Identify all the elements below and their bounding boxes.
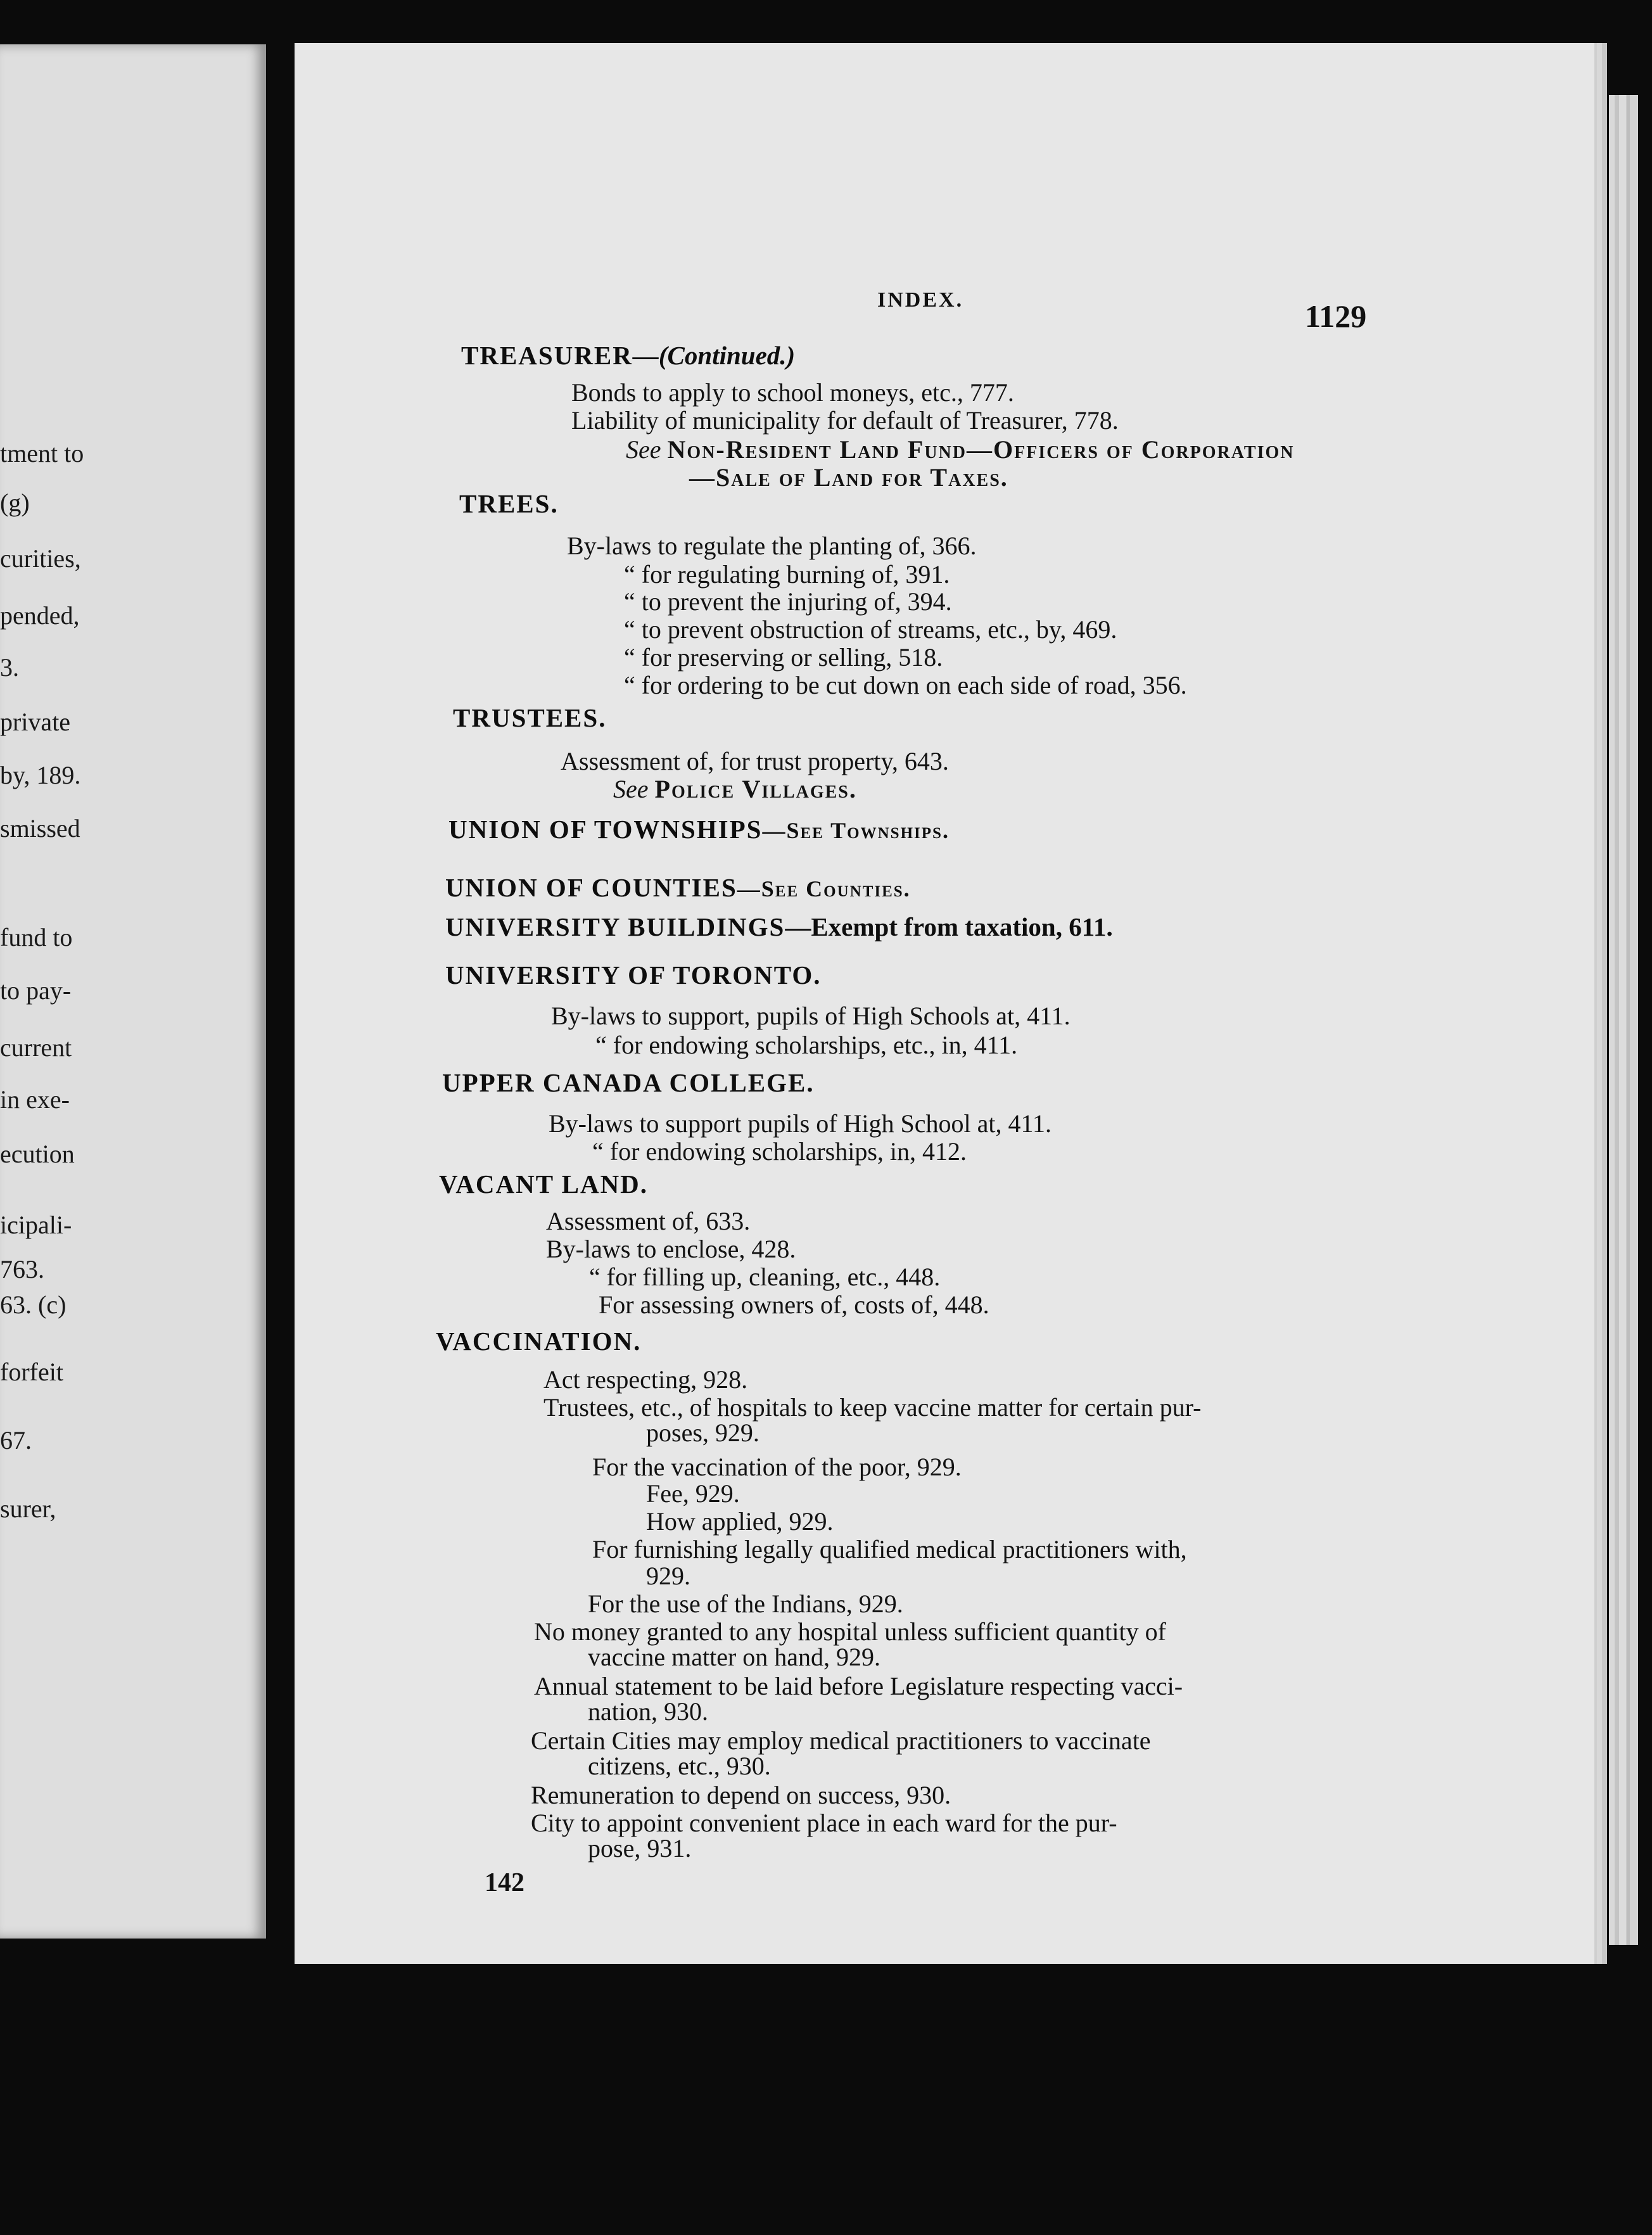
- index-entry: By-laws to support pupils of High School at, 411.: [549, 1109, 1052, 1138]
- index-entry: “ to prevent obstruction of streams, etc., by, 469.: [624, 615, 1117, 644]
- index-entry: For furnishing legally qualified medical practitioners with,: [592, 1535, 1187, 1563]
- index-entry: For the use of the Indians, 929.: [588, 1589, 903, 1618]
- facing-page-line: in exe-: [0, 1085, 70, 1114]
- see-label: See: [626, 435, 661, 464]
- running-head: INDEX.: [877, 288, 964, 312]
- index-entry: Annual statement to be laid before Legislature respecting vacci-: [534, 1672, 1183, 1700]
- index-entry: Remuneration to depend on success, 930.: [531, 1781, 951, 1809]
- index-entry: Liability of municipality for default of Treasurer, 778.: [571, 406, 1119, 435]
- see-refs: —See Counties.: [737, 876, 911, 901]
- index-entry: Certain Cities may employ medical practitioners to vaccinate: [531, 1726, 1151, 1755]
- index-heading-upper-canada-college: UPPER CANADA COLLEGE.: [442, 1068, 815, 1097]
- index-entry: By-laws to support, pupils of High Schools at, 411.: [551, 1002, 1071, 1030]
- facing-page-line: curities,: [0, 544, 81, 573]
- index-entry: “ for preserving or selling, 518.: [624, 643, 943, 672]
- index-entry: “ for ordering to be cut down on each side of road, 356.: [624, 671, 1187, 699]
- index-entry: “ for endowing scholarships, in, 412.: [592, 1137, 967, 1166]
- index-heading-university-toronto: UNIVERSITY OF TORONTO.: [445, 960, 822, 990]
- facing-page-line: surer,: [0, 1494, 56, 1523]
- facing-page-line: smissed: [0, 814, 80, 843]
- index-entry: Act respecting, 928.: [543, 1365, 748, 1394]
- index-entry: How applied, 929.: [646, 1507, 834, 1536]
- heading-text: UNIVERSITY BUILDINGS: [445, 912, 785, 941]
- index-heading-vacant-land: VACANT LAND.: [439, 1169, 649, 1199]
- facing-page-line: by, 189.: [0, 761, 81, 789]
- facing-page-line: tment to: [0, 439, 84, 468]
- index-entry-cont: poses, 929.: [646, 1418, 759, 1447]
- index-entry: City to appoint convenient place in each ward for the pur-: [531, 1809, 1117, 1837]
- heading-text: TREASURER: [461, 341, 633, 370]
- index-entry: “ to prevent the injuring of, 394.: [624, 587, 952, 616]
- facing-page-line: 3.: [0, 653, 19, 682]
- index-entry-cont: citizens, etc., 930.: [588, 1752, 771, 1780]
- index-cross-reference-cont: —Sale of Land for Taxes.: [689, 463, 1008, 492]
- page-number: 1129: [1305, 298, 1367, 334]
- signature-mark: 142: [485, 1868, 524, 1897]
- index-entry: Bonds to apply to school moneys, etc., 777.: [571, 378, 1014, 407]
- facing-page-line: fund to: [0, 923, 73, 952]
- index-entry: “ for endowing scholarships, etc., in, 411.: [595, 1031, 1018, 1059]
- facing-page-line: icipali-: [0, 1211, 72, 1239]
- facing-page-line: to pay-: [0, 976, 72, 1005]
- page-edges: [1609, 95, 1638, 1945]
- heading-entry-text: —Exempt from taxation, 611.: [785, 912, 1113, 941]
- facing-page-line: (g): [0, 488, 30, 517]
- index-entry-cont: vaccine matter on hand, 929.: [588, 1643, 881, 1671]
- index-entry: For the vaccination of the poor, 929.: [592, 1453, 962, 1481]
- continued-label: —(Continued.): [632, 341, 796, 370]
- index-heading-union-townships: [448, 815, 950, 845]
- heading-text: UNION OF TOWNSHIPS: [448, 815, 763, 844]
- index-entry-cont: nation, 930.: [588, 1697, 708, 1726]
- index-heading-trustees: TRUSTEES.: [453, 703, 607, 732]
- facing-page-line: ecution: [0, 1140, 75, 1168]
- index-entry: No money granted to any hospital unless sufficient quantity of: [534, 1617, 1166, 1646]
- index-entry: By-laws to enclose, 428.: [546, 1235, 796, 1263]
- see-refs: —See Townships.: [762, 818, 950, 843]
- index-heading-university-buildings: [445, 912, 1113, 941]
- heading-text: UNION OF COUNTIES: [445, 873, 737, 902]
- index-entry: By-laws to regulate the planting of, 366.: [567, 532, 977, 560]
- index-heading-vaccination: VACCINATION.: [436, 1327, 642, 1356]
- see-refs: Non-Resident Land Fund—Officers of Corporation: [667, 435, 1295, 464]
- index-entry: Trustees, etc., of hospitals to keep vaccine matter for certain pur-: [543, 1393, 1202, 1422]
- see-refs: Police Villages.: [654, 775, 857, 803]
- facing-page-line: 763.: [0, 1255, 44, 1283]
- see-label: See: [613, 775, 649, 803]
- index-entry: Assessment of, for trust property, 643.: [561, 747, 949, 775]
- facing-page-line: pended,: [0, 601, 80, 630]
- facing-page-line: 63. (c): [0, 1290, 67, 1319]
- index-heading-union-counties: [445, 873, 911, 903]
- index-entry-cont: 929.: [646, 1562, 690, 1590]
- index-entry: For assessing owners of, costs of, 448.: [599, 1290, 989, 1319]
- index-entry: “ for filling up, cleaning, etc., 448.: [589, 1263, 941, 1291]
- index-entry-cont: pose, 931.: [588, 1834, 692, 1862]
- facing-page: [0, 44, 266, 1939]
- facing-page-line: current: [0, 1033, 72, 1062]
- facing-page-line: private: [0, 708, 71, 736]
- index-cross-reference: [626, 436, 1294, 464]
- facing-page-line: forfeit: [0, 1358, 63, 1386]
- index-cross-reference: [613, 775, 857, 803]
- index-heading-treasurer: [461, 341, 795, 370]
- index-entry: Fee, 929.: [646, 1479, 740, 1508]
- facing-page-line: 67.: [0, 1426, 32, 1455]
- index-entry: Assessment of, 633.: [546, 1207, 751, 1235]
- index-heading-trees: TREES.: [459, 489, 559, 518]
- index-entry: “ for regulating burning of, 391.: [624, 560, 950, 589]
